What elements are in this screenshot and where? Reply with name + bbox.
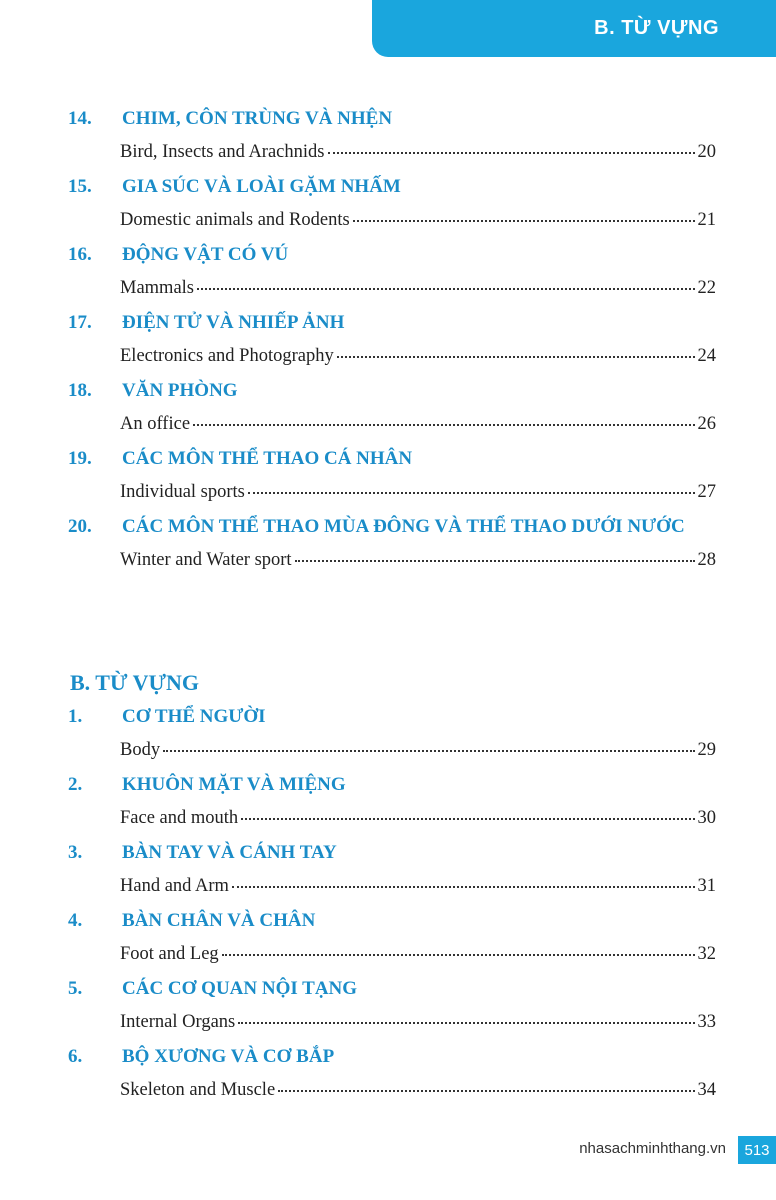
footer-website: nhasachminhthang.vn	[579, 1140, 726, 1157]
entry-title: GIA SÚC VÀ LOÀI GẶM NHẤM	[122, 176, 401, 197]
toc-entry[interactable]	[0, 108, 776, 176]
entry-number: 18.	[68, 380, 92, 401]
entry-number: 5.	[68, 978, 83, 999]
entry-subtitle-row	[120, 210, 716, 231]
toc-entry[interactable]	[0, 910, 776, 978]
entry-number: 14.	[68, 108, 92, 129]
entry-title: CƠ THỂ NGƯỜI	[122, 706, 266, 727]
toc-entry[interactable]	[0, 842, 776, 910]
entry-subtitle-row	[120, 414, 716, 435]
entry-page-number: 29	[697, 740, 716, 760]
entry-title: CHIM, CÔN TRÙNG VÀ NHỆN	[122, 108, 393, 129]
entry-page-number: 21	[697, 210, 716, 230]
entry-page-number: 26	[697, 414, 716, 434]
entry-page-number: 22	[697, 278, 716, 298]
toc-entry[interactable]	[0, 774, 776, 842]
entry-number: 4.	[68, 910, 83, 931]
entry-subtitle: Body	[120, 740, 161, 760]
entry-subtitle-row	[120, 944, 716, 965]
header-section-tab: B. TỪ VỰNG	[372, 0, 776, 57]
entry-page-number: 31	[697, 876, 716, 896]
entry-number: 17.	[68, 312, 92, 333]
entry-subtitle: Hand and Arm	[120, 876, 229, 896]
dot-leader	[353, 219, 695, 222]
entry-subtitle-row	[120, 740, 716, 761]
dot-leader	[222, 953, 695, 956]
toc-entry[interactable]	[0, 1046, 776, 1114]
entry-subtitle: Individual sports	[120, 482, 245, 502]
entry-number: 20.	[68, 516, 92, 537]
entry-title: CÁC MÔN THỂ THAO MÙA ĐÔNG VÀ THỂ THAO DƯỚI NƯỚC	[122, 516, 685, 537]
entry-title: CÁC MÔN THỂ THAO CÁ NHÂN	[122, 448, 413, 469]
entry-subtitle: Bird, Insects and Arachnids	[120, 142, 325, 162]
entry-subtitle-row	[120, 550, 716, 571]
entry-title: CÁC CƠ QUAN NỘI TẠNG	[122, 978, 358, 999]
dot-leader	[295, 559, 695, 562]
section-heading: B. TỪ VỰNG	[70, 670, 199, 695]
entry-subtitle-row	[120, 1080, 716, 1101]
dot-leader	[197, 287, 695, 290]
entry-subtitle-row	[120, 142, 716, 163]
entry-page-number: 30	[697, 808, 716, 828]
entry-subtitle: Internal Organs	[120, 1012, 236, 1032]
entry-number: 2.	[68, 774, 83, 795]
entry-subtitle: Skeleton and Muscle	[120, 1080, 276, 1100]
entry-subtitle: An office	[120, 414, 191, 434]
dot-leader	[193, 423, 694, 426]
dot-leader	[248, 491, 695, 494]
entry-page-number: 33	[697, 1012, 716, 1032]
entry-subtitle: Electronics and Photography	[120, 346, 334, 366]
toc-entry[interactable]	[0, 312, 776, 380]
dot-leader	[238, 1021, 694, 1024]
entry-subtitle: Winter and Water sport	[120, 550, 292, 570]
entry-number: 15.	[68, 176, 92, 197]
entry-subtitle-row	[120, 876, 716, 897]
entry-title: VĂN PHÒNG	[122, 380, 238, 401]
entry-subtitle-row	[120, 278, 716, 299]
dot-leader	[328, 151, 695, 154]
dot-leader	[163, 749, 694, 752]
entry-subtitle: Domestic animals and Rodents	[120, 210, 350, 230]
toc-entry[interactable]	[0, 244, 776, 312]
entry-title: ĐỘNG VẬT CÓ VÚ	[122, 244, 289, 265]
toc-entry[interactable]	[0, 706, 776, 774]
entry-number: 1.	[68, 706, 83, 727]
entry-number: 3.	[68, 842, 83, 863]
entry-page-number: 32	[697, 944, 716, 964]
entry-subtitle-row	[120, 346, 716, 367]
footer-page-number: 513	[738, 1136, 776, 1164]
dot-leader	[278, 1089, 694, 1092]
dot-leader	[232, 885, 695, 888]
entry-page-number: 24	[697, 346, 716, 366]
entry-title: BÀN CHÂN VÀ CHÂN	[122, 910, 316, 931]
entry-subtitle: Foot and Leg	[120, 944, 219, 964]
toc-entry[interactable]	[0, 978, 776, 1046]
entry-page-number: 28	[697, 550, 716, 570]
entry-page-number: 27	[697, 482, 716, 502]
toc-entry[interactable]	[0, 380, 776, 448]
entry-title: BÀN TAY VÀ CÁNH TAY	[122, 842, 337, 863]
toc-list-part1	[0, 108, 776, 584]
toc-entry[interactable]	[0, 176, 776, 244]
dot-leader	[337, 355, 695, 358]
entry-number: 19.	[68, 448, 92, 469]
dot-leader	[241, 817, 694, 820]
entry-page-number: 20	[697, 142, 716, 162]
entry-number: 6.	[68, 1046, 83, 1067]
entry-title: ĐIỆN TỬ VÀ NHIẾP ẢNH	[122, 312, 345, 333]
entry-subtitle-row	[120, 1012, 716, 1033]
entry-title: BỘ XƯƠNG VÀ CƠ BẮP	[122, 1046, 335, 1067]
toc-entry[interactable]	[0, 448, 776, 516]
entry-title: KHUÔN MẶT VÀ MIỆNG	[122, 774, 346, 795]
entry-subtitle-row	[120, 808, 716, 829]
toc-list-section-b	[0, 706, 776, 1114]
toc-entry[interactable]	[0, 516, 776, 584]
entry-subtitle: Face and mouth	[120, 808, 239, 828]
entry-subtitle: Mammals	[120, 278, 194, 298]
entry-number: 16.	[68, 244, 92, 265]
entry-subtitle-row	[120, 482, 716, 503]
entry-page-number: 34	[697, 1080, 716, 1100]
